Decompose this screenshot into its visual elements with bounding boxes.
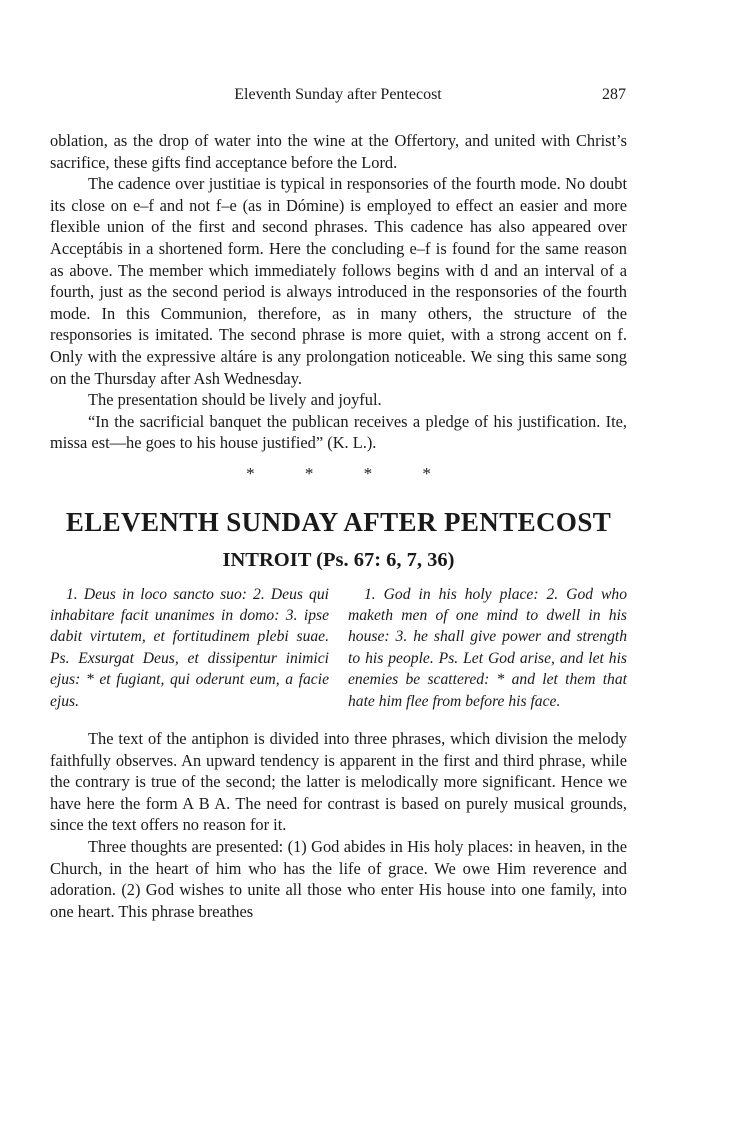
subsection-title: INTROIT (Ps. 67: 6, 7, 36) [222, 548, 455, 571]
english-column [348, 584, 627, 712]
paragraph-continuation: oblation, as the drop of water into the wine at the Offertory, and united with Christ’s sacrifice, these gifts find acceptance before the Lord. [50, 131, 627, 172]
page-number: 287 [602, 86, 626, 103]
paragraph-quotation: “In the sacrificial banquet the publican receives a pledge of his justification. Ite, missa est—he goes to his house justified” (K. L.). [50, 411, 627, 453]
page-body [50, 130, 627, 922]
latin-text: 1. Deus in loco sancto suo: 2. Deus qui inhabitare facit unanimes in domo: 3. ipse dabit virtutem, et fortitudinem plebi suae. Ps. Exsurgat Deus, et dissipentur inimici ejus: * et fugiant, qui oderunt eum, a facie ejus. [50, 585, 329, 710]
running-title: Eleventh Sunday after Pentecost [234, 86, 442, 103]
introit-text-columns [50, 584, 627, 712]
english-text: 1. God in his holy place: 2. God who maketh men of one mind to dwell in his house: 3. he shall give power and strength to his people. Ps. Let God arise, and let his enemies be scattered: * and let them that hate him flee from before his face. [348, 585, 627, 710]
paragraph-presentation: The presentation should be lively and joyful. [88, 390, 382, 410]
section-separator: * * * * [246, 463, 431, 483]
paragraph-antiphon: The text of the antiphon is divided into three phrases, which division the melody faithfully observes. An upward tendency is apparent in the first and third phrase, while the contrary is true of the second; the latter is melodically more significant. Hence we have here the form A B A. The need for contrast is based on purely musical grounds, since the text offers no reason for it. [50, 728, 627, 835]
section-title: ELEVENTH SUNDAY AFTER PENTECOST [65, 506, 612, 537]
paragraph-cadence: The cadence over justitiae is typical in responsories of the fourth mode. No doubt its close on e–f and not f–e (as in Dómine) is employed to effect an easier and more flexible union of the first and second phrases. This cadence has also appeared over Acceptábis in a shortened form. Here the concluding e–f is found for the same reason as above. The member which immediately follows begins with d and an interval of a fourth, just as the second period is always introduced in the responsories of the fourth mode. In this Communion, therefore, as in many others, the structure of the responsories is imitated. The second phrase is more quiet, with a strong accent on f. Only with the expressive altáre is any prolongation noticeable. We sing this same song on the Thursday after Ash Wednesday. [50, 174, 627, 388]
latin-column [50, 584, 329, 712]
running-header [50, 86, 626, 108]
paragraph-thoughts: Three thoughts are presented: (1) God abides in His holy places: in heaven, in the Church, in the heart of him who has the life of grace. We owe Him reverence and adoration. (2) God wishes to unite all those who enter His house into one family, into one heart. This phrase breathes [50, 836, 627, 921]
